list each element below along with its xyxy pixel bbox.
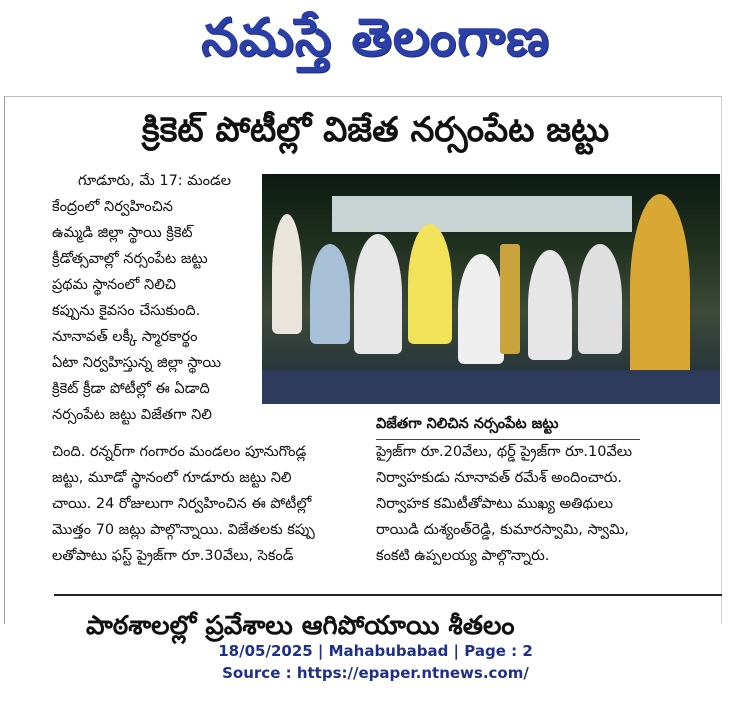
photo-caption: విజేతగా నిలిచిన నర్సంపేట జట్టు <box>376 409 640 440</box>
right-column-text <box>376 439 720 569</box>
photo-figure <box>354 234 402 354</box>
text-line: ఉమ్మడి జిల్లా స్థాయి క్రికెట్ <box>52 225 193 241</box>
text-line: లతోపాటు ఫస్ట్ ప్రైజ్‌గా రూ.30వేలు, సెకండ్ <box>52 548 294 564</box>
text-line: గూడూరు, మే 17: మండల <box>78 173 231 189</box>
photo-figure <box>272 214 302 334</box>
next-article-headline-partial: పాఠశాలల్లో ప్రవేశాలు ఆగిపోయాయి శీతలం <box>86 611 515 641</box>
text-line: ప్రథమ స్థానంలో నిలిచి <box>52 277 176 293</box>
text-line: ఏటా నిర్వహిస్తున్న జిల్లా స్థాయి <box>52 355 221 371</box>
photo-figure <box>578 244 622 354</box>
footer-date-edition: 18/05/2025 | Mahabubabad | Page : 2 <box>218 642 533 660</box>
page-footer <box>0 640 751 684</box>
photo-banner <box>332 196 632 232</box>
photo-figure <box>458 254 504 364</box>
masthead <box>0 0 751 78</box>
trophy <box>500 244 520 354</box>
text-line: చింది. రన్నర్‌గా గంగారం మండలం పూనుగొండ్ల <box>52 444 307 460</box>
section-divider <box>54 594 722 596</box>
photo-figure <box>630 194 690 384</box>
text-line: కప్పును కైవసం చేసుకుంది. <box>52 303 201 319</box>
photo-figure <box>408 224 452 344</box>
text-line: కేంద్రంలో నిర్వహించిన <box>52 199 173 215</box>
photo-figure <box>528 250 572 360</box>
text-line: జట్టు, మూడో స్థానంలో గూడూరు జట్టు నిలి <box>52 470 292 486</box>
full-width-text-block <box>52 439 362 569</box>
text-line: కంకటి ఉప్పలయ్య పాల్గొన్నారు. <box>376 548 550 564</box>
photo-figure <box>310 244 350 344</box>
text-line: రాయిడి దుశ్యంత్‌రెడ్డి, కుమారస్వామి, స్వామి, <box>376 522 630 538</box>
team-photo <box>262 174 720 404</box>
text-line: నూనావత్ లక్కీ స్మారకార్థం <box>52 329 198 345</box>
text-line: ప్రైజ్‌గా రూ.20వేలు, థర్డ్ ప్రైజ్‌గా రూ.10వేలు <box>376 444 633 460</box>
article-headline: క్రికెట్ పోటీల్లో విజేత నర్సంపేట జట్టు <box>141 110 610 150</box>
text-line: క్రికెట్ క్రీడా పోటీల్లో ఈ ఏడాది <box>52 381 210 397</box>
left-column-text <box>52 168 252 428</box>
photo-floor <box>262 370 720 404</box>
text-line: నిర్వాహక కమిటీతోపాటు ముఖ్య అతిథులు <box>376 496 614 512</box>
newspaper-logo: నమస్తే తెలంగాణ <box>201 8 550 68</box>
footer-source: Source : https://epaper.ntnews.com/ <box>222 664 529 682</box>
text-line: మొత్తం 70 జట్లు పాల్గొన్నాయి. విజేతలకు కప్పు <box>52 522 315 538</box>
text-line: నిర్వాహకుడు నూనావత్ రమేశ్ అందించారు. <box>376 470 622 486</box>
text-line: నర్సంపేట జట్టు విజేతగా నిలి <box>52 407 212 423</box>
text-line: చాయి. 24 రోజులుగా నిర్వహించిన ఈ పోటీల్లో <box>52 496 312 512</box>
text-line: క్రీడోత్సవాల్లో నర్సంపేట జట్టు <box>52 251 208 267</box>
